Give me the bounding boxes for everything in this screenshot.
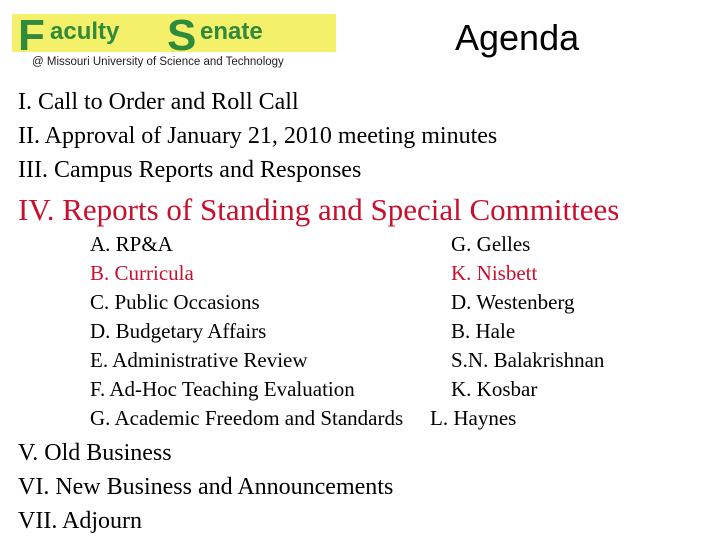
logo-word-aculty: aculty [50, 18, 120, 45]
committee-name: C. Public Occasions [90, 290, 260, 314]
committee-chair: K. Nisbett [451, 261, 538, 285]
committee-name: F. Ad-Hoc Teaching Evaluation [90, 377, 355, 401]
committee-chair: D. Westenberg [451, 290, 575, 314]
agenda-item-3: III. Campus Reports and Responses [18, 157, 362, 183]
agenda-item-7: VII. Adjourn [18, 508, 142, 534]
agenda-item-6: VI. New Business and Announcements [18, 474, 394, 500]
faculty-senate-logo [12, 10, 338, 74]
logo-word-enate: enate [200, 18, 263, 45]
agenda-item-2: II. Approval of January 21, 2010 meeting minutes [18, 123, 498, 149]
committee-chair: S.N. Balakrishnan [451, 348, 605, 372]
committee-name: D. Budgetary Affairs [90, 319, 267, 343]
committee-chair: G. Gelles [451, 232, 531, 256]
agenda-item-1: I. Call to Order and Roll Call [18, 89, 299, 115]
committee-chair: L. Haynes [430, 406, 517, 430]
committee-name: B. Curricula [90, 261, 194, 285]
committee-name: A. RP&A [90, 232, 173, 256]
committee-name: G. Academic Freedom and Standards [90, 406, 404, 430]
committee-chair: B. Hale [451, 319, 516, 343]
agenda-item-4-highlight: IV. Reports of Standing and Special Committees [18, 192, 620, 227]
committee-name: E. Administrative Review [90, 348, 308, 372]
page-title: Agenda [455, 17, 580, 58]
agenda-item-5: V. Old Business [18, 440, 172, 466]
committee-chair: K. Kosbar [451, 377, 538, 401]
logo-initial-f: F [18, 11, 45, 60]
logo-subtitle: @ Missouri University of Science and Technology [32, 56, 284, 68]
logo-initial-s: S [167, 11, 197, 60]
